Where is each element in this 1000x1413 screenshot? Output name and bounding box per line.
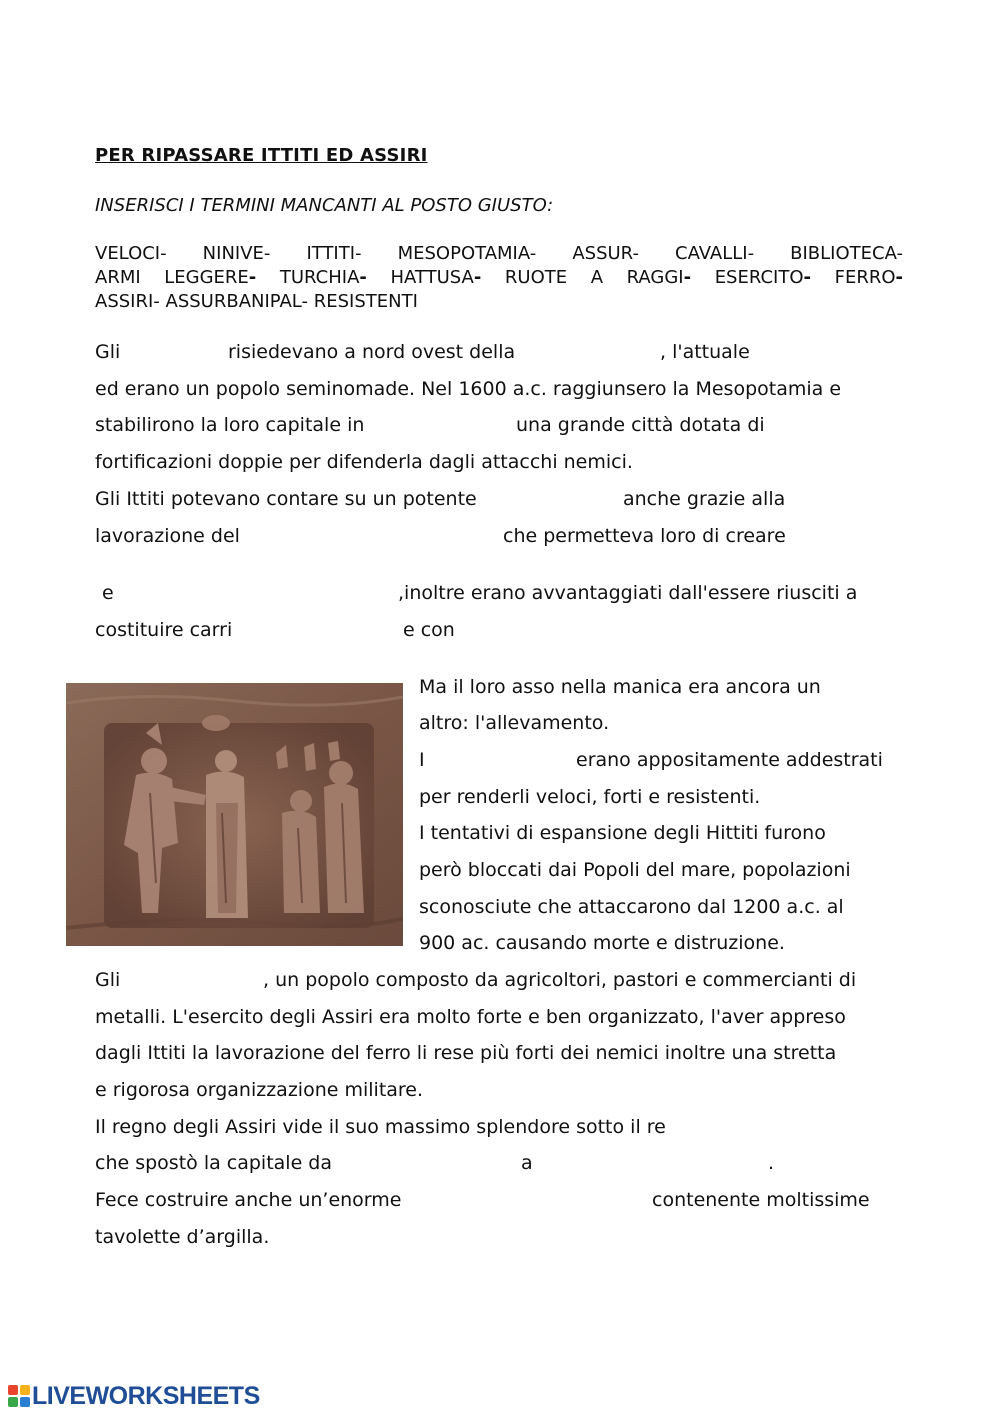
blank-hattusa[interactable] [386, 414, 515, 438]
text-line: risiedevano a nord ovest della [228, 341, 516, 363]
text-gli: Gli [95, 969, 121, 991]
blank-esercito[interactable] [510, 488, 622, 512]
text-line: sconosciute che attaccarono dal 1200 a.c. al [419, 896, 844, 918]
word-bank-term: ESERCITO- [714, 267, 811, 288]
text-line: fortificazioni doppie per difenderla dagli attacchi nemici. [95, 451, 633, 473]
worksheet-title: PER RIPASSARE ITTITI ED ASSIRI [95, 145, 428, 166]
text-line: però bloccati dai Popoli del mare, popolazioni [419, 859, 851, 881]
text-line: a [521, 1152, 533, 1174]
logo-text: LIVEWORKSHEETS [32, 1381, 260, 1410]
word-bank-term: VELOCI- [95, 243, 167, 264]
text-line: I tentativi di espansione degli Hittiti furono [419, 822, 826, 844]
text-line: costituire carri [95, 619, 233, 641]
liveworksheets-logo[interactable] [8, 1382, 260, 1410]
text-gli: Gli [95, 341, 121, 363]
text-line: I [419, 749, 425, 771]
text-line: Fece costruire anche un’enorme [95, 1189, 402, 1211]
blank-assurbanipal[interactable] [712, 1116, 904, 1140]
text-line: , l'attuale [660, 341, 750, 363]
text-line: lavorazione del [95, 525, 240, 547]
blank-ruote-a-raggi[interactable] [465, 619, 904, 643]
blank-armi-leggere[interactable] [95, 558, 904, 582]
text-line: . [768, 1152, 775, 1174]
text-line: stabilirono la loro capitale in [95, 414, 365, 436]
text-line: metalli. L'esercito degli Assiri era molto forte e ben organizzato, l'aver appreso [95, 1006, 846, 1028]
word-bank-term: HATTUSA- [390, 267, 482, 288]
text-line: dagli Ittiti la lavorazione del ferro li rese più forti dei nemici inoltre una stretta [95, 1042, 837, 1064]
blank-resistenti[interactable] [120, 582, 399, 606]
word-bank-term: ITTITI- [306, 243, 362, 264]
word-bank-term: RUOTE A RAGGI- [504, 267, 692, 288]
word-bank-term: ARMI LEGGERE- [95, 267, 257, 288]
text-line: anche grazie alla [623, 488, 786, 510]
hittite-relief-image [66, 683, 403, 946]
text-line: ed erano un popolo seminomade. Nel 1600 a.c. raggiunsero la Mesopotamia e [95, 378, 842, 400]
text-line: , un popolo composto da agricoltori, pastori e commercianti di [263, 969, 857, 991]
text-line: altro: l'allevamento. [419, 712, 610, 734]
instruction: INSERISCI I TERMINI MANCANTI AL POSTO GIUSTO: [95, 195, 554, 216]
text-line: 900 ac. causando morte e distruzione. [419, 932, 785, 954]
blank-region[interactable] [765, 341, 904, 365]
word-bank-term: TURCHIA- [279, 267, 367, 288]
text-line: e con [403, 619, 455, 641]
blank-turchia[interactable] [538, 341, 660, 365]
text-line: Ma il loro asso nella manica era ancora un [419, 676, 821, 698]
word-bank-term: MESOPOTAMIA- [397, 243, 537, 264]
blank-cavalli[interactable] [436, 749, 575, 773]
blank-ittiti[interactable] [130, 341, 229, 365]
word-bank-line-2 [95, 266, 903, 290]
liveworksheets-logo-icon [8, 1385, 30, 1407]
blank-assur[interactable] [350, 1152, 519, 1176]
text-line: erano appositamente addestrati [576, 749, 883, 771]
word-bank-term: CAVALLI- [675, 243, 755, 264]
blank-ninive[interactable] [540, 1152, 766, 1176]
word-bank-term: BIBLIOTECA- [790, 243, 903, 264]
word-bank [95, 242, 903, 314]
blank-veloci[interactable] [245, 619, 401, 643]
text-line: Il regno degli Assiri vide il suo massimo splendore sotto il re [95, 1116, 666, 1138]
word-bank-line-3: ASSIRI- ASSURBANIPAL- RESISTENTI [95, 291, 418, 312]
word-bank-term: FERRO- [834, 267, 903, 288]
text-line: per renderli veloci, forti e resistenti. [419, 786, 761, 808]
text-line: Gli Ittiti potevano contare su un potente [95, 488, 477, 510]
blank-assiri[interactable] [130, 969, 264, 993]
text-line: contenente moltissime [652, 1189, 870, 1211]
text-line: tavolette d’argilla. [95, 1226, 270, 1248]
text-line: che permetteva loro di creare [503, 525, 786, 547]
word-bank-term: NINIVE- [202, 243, 271, 264]
blank-ferro[interactable] [255, 525, 499, 549]
word-bank-term: ASSUR- [572, 243, 639, 264]
text-line: ,inoltre erano avvantaggiati dall'essere riusciti a [398, 582, 858, 604]
blank-biblioteca[interactable] [425, 1189, 649, 1213]
text-line: e rigorosa organizzazione militare. [95, 1079, 424, 1101]
text-line: e [102, 582, 114, 604]
word-bank-line-1 [95, 242, 903, 266]
text-line: una grande città dotata di [516, 414, 765, 436]
text-line: che spostò la capitale da [95, 1152, 333, 1174]
